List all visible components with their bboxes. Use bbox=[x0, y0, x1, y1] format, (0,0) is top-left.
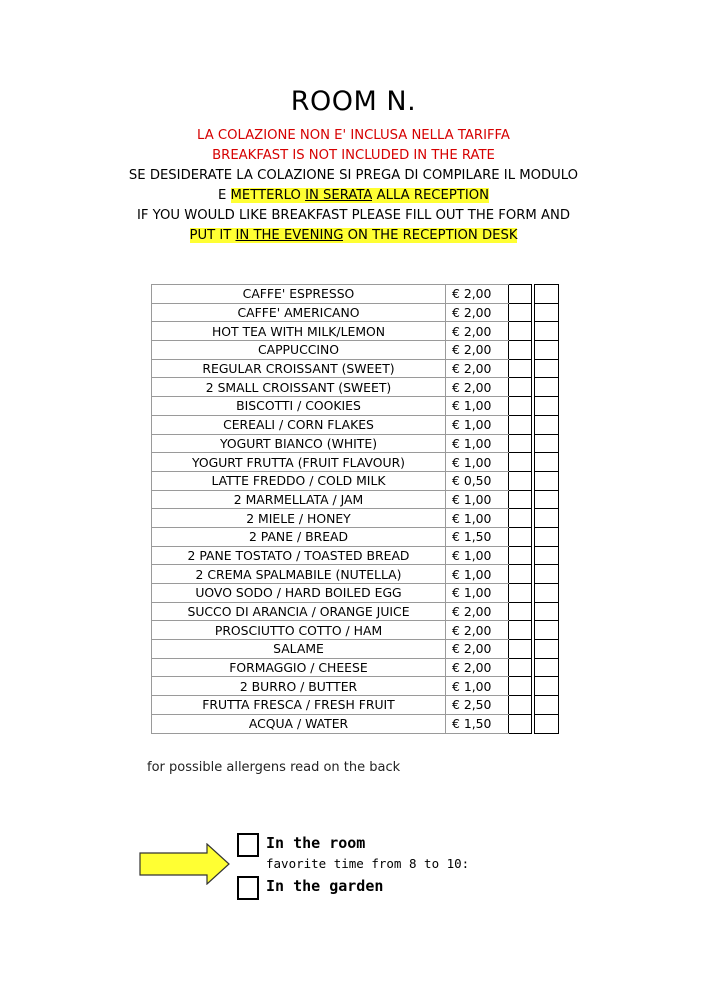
menu-item-name: 2 MIELE / HONEY bbox=[152, 509, 446, 528]
quantity-box[interactable] bbox=[509, 658, 532, 677]
menu-item-price: € 1,00 bbox=[446, 509, 509, 528]
menu-item-name: 2 BURRO / BUTTER bbox=[152, 677, 446, 696]
quantity-box[interactable] bbox=[509, 509, 532, 528]
quantity-box-2[interactable] bbox=[535, 378, 559, 397]
menu-item-price: € 1,50 bbox=[446, 714, 509, 733]
menu-row bbox=[152, 714, 559, 733]
menu-item-name: 2 MARMELLATA / JAM bbox=[152, 490, 446, 509]
room-option-label: In the room bbox=[266, 834, 366, 852]
menu-row bbox=[152, 565, 559, 584]
menu-item-name: CEREALI / CORN FLAKES bbox=[152, 415, 446, 434]
quantity-box-2[interactable] bbox=[535, 714, 559, 733]
menu-item-name: LATTE FREDDO / COLD MILK bbox=[152, 471, 446, 490]
menu-item-name: SUCCO DI ARANCIA / ORANGE JUICE bbox=[152, 602, 446, 621]
menu-row bbox=[152, 303, 559, 322]
menu-item-price: € 1,00 bbox=[446, 546, 509, 565]
menu-row bbox=[152, 584, 559, 603]
quantity-box[interactable] bbox=[509, 359, 532, 378]
menu-item-price: € 2,00 bbox=[446, 640, 509, 659]
quantity-box-2[interactable] bbox=[535, 602, 559, 621]
menu-item-name: YOGURT FRUTTA (FRUIT FLAVOUR) bbox=[152, 453, 446, 472]
quantity-box-2[interactable] bbox=[535, 303, 559, 322]
breakfast-menu-table bbox=[151, 284, 559, 734]
quantity-box-2[interactable] bbox=[535, 397, 559, 416]
quantity-box[interactable] bbox=[509, 378, 532, 397]
menu-row bbox=[152, 285, 559, 304]
menu-item-price: € 2,00 bbox=[446, 658, 509, 677]
menu-item-price: € 2,00 bbox=[446, 378, 509, 397]
menu-item-name: FORMAGGIO / CHEESE bbox=[152, 658, 446, 677]
menu-item-price: € 2,00 bbox=[446, 322, 509, 341]
menu-row bbox=[152, 509, 559, 528]
page-title: ROOM N. bbox=[290, 86, 417, 117]
quantity-box-2[interactable] bbox=[535, 640, 559, 659]
quantity-box[interactable] bbox=[509, 490, 532, 509]
quantity-box-2[interactable] bbox=[535, 415, 559, 434]
menu-item-price: € 1,00 bbox=[446, 415, 509, 434]
menu-row bbox=[152, 453, 559, 472]
menu-item-price: € 1,00 bbox=[446, 397, 509, 416]
quantity-box[interactable] bbox=[509, 303, 532, 322]
quantity-box-2[interactable] bbox=[535, 471, 559, 490]
quantity-box[interactable] bbox=[509, 341, 532, 360]
menu-item-price: € 0,50 bbox=[446, 471, 509, 490]
menu-row bbox=[152, 471, 559, 490]
menu-item-price: € 1,00 bbox=[446, 677, 509, 696]
quantity-box[interactable] bbox=[509, 714, 532, 733]
menu-row bbox=[152, 640, 559, 659]
notice-italian: LA COLAZIONE NON E' INCLUSA NELLA TARIFFA bbox=[197, 128, 510, 143]
instruction-italian-2: E METTERLO IN SERATA ALLA RECEPTION bbox=[217, 188, 489, 203]
favorite-time-label: favorite time from 8 to 10: bbox=[266, 856, 470, 871]
menu-item-name: CAFFE' ESPRESSO bbox=[152, 285, 446, 304]
instruction-english-2: PUT IT IN THE EVENING ON THE RECEPTION DESK bbox=[189, 228, 518, 243]
menu-item-name: BISCOTTI / COOKIES bbox=[152, 397, 446, 416]
menu-item-price: € 1,00 bbox=[446, 565, 509, 584]
room-checkbox[interactable] bbox=[237, 833, 259, 857]
quantity-box-2[interactable] bbox=[535, 285, 559, 304]
menu-row bbox=[152, 527, 559, 546]
quantity-box-2[interactable] bbox=[535, 677, 559, 696]
quantity-box[interactable] bbox=[509, 546, 532, 565]
menu-item-price: € 2,00 bbox=[446, 341, 509, 360]
quantity-box[interactable] bbox=[509, 621, 532, 640]
quantity-box[interactable] bbox=[509, 285, 532, 304]
menu-item-price: € 2,00 bbox=[446, 303, 509, 322]
arrow-right-icon bbox=[139, 843, 231, 885]
menu-item-price: € 1,00 bbox=[446, 434, 509, 453]
menu-row bbox=[152, 434, 559, 453]
quantity-box-2[interactable] bbox=[535, 621, 559, 640]
menu-item-name: HOT TEA WITH MILK/LEMON bbox=[152, 322, 446, 341]
menu-row bbox=[152, 415, 559, 434]
quantity-box-2[interactable] bbox=[535, 546, 559, 565]
menu-item-name: ACQUA / WATER bbox=[152, 714, 446, 733]
menu-row bbox=[152, 322, 559, 341]
menu-item-name: 2 CREMA SPALMABILE (NUTELLA) bbox=[152, 565, 446, 584]
garden-checkbox[interactable] bbox=[237, 876, 259, 900]
quantity-box[interactable] bbox=[509, 415, 532, 434]
quantity-box[interactable] bbox=[509, 434, 532, 453]
menu-item-name: UOVO SODO / HARD BOILED EGG bbox=[152, 584, 446, 603]
quantity-box[interactable] bbox=[509, 527, 532, 546]
menu-row bbox=[152, 341, 559, 360]
garden-option-label: In the garden bbox=[266, 877, 384, 895]
menu-item-name: CAFFE' AMERICANO bbox=[152, 303, 446, 322]
menu-item-price: € 1,00 bbox=[446, 584, 509, 603]
quantity-box[interactable] bbox=[509, 584, 532, 603]
menu-row bbox=[152, 696, 559, 715]
menu-item-price: € 2,00 bbox=[446, 285, 509, 304]
quantity-box-2[interactable] bbox=[535, 490, 559, 509]
menu-item-name: 2 PANE TOSTATO / TOASTED BREAD bbox=[152, 546, 446, 565]
menu-item-price: € 1,00 bbox=[446, 490, 509, 509]
menu-row bbox=[152, 602, 559, 621]
quantity-box[interactable] bbox=[509, 471, 532, 490]
menu-item-price: € 1,00 bbox=[446, 453, 509, 472]
quantity-box-2[interactable] bbox=[535, 509, 559, 528]
quantity-box[interactable] bbox=[509, 677, 532, 696]
quantity-box-2[interactable] bbox=[535, 527, 559, 546]
menu-item-price: € 1,50 bbox=[446, 527, 509, 546]
menu-item-name: SALAME bbox=[152, 640, 446, 659]
menu-item-price: € 2,00 bbox=[446, 621, 509, 640]
menu-row bbox=[152, 546, 559, 565]
menu-row bbox=[152, 359, 559, 378]
quantity-box-2[interactable] bbox=[535, 565, 559, 584]
quantity-box[interactable] bbox=[509, 602, 532, 621]
menu-item-name: 2 SMALL CROISSANT (SWEET) bbox=[152, 378, 446, 397]
menu-item-name: CAPPUCCINO bbox=[152, 341, 446, 360]
quantity-box-2[interactable] bbox=[535, 341, 559, 360]
quantity-box-2[interactable] bbox=[535, 658, 559, 677]
menu-item-price: € 2,50 bbox=[446, 696, 509, 715]
quantity-box-2[interactable] bbox=[535, 322, 559, 341]
quantity-box-2[interactable] bbox=[535, 434, 559, 453]
quantity-box[interactable] bbox=[509, 453, 532, 472]
quantity-box[interactable] bbox=[509, 640, 532, 659]
menu-row bbox=[152, 397, 559, 416]
quantity-box-2[interactable] bbox=[535, 453, 559, 472]
notice-header bbox=[0, 126, 707, 246]
instruction-italian: SE DESIDERATE LA COLAZIONE SI PREGA DI COMPILARE IL MODULO bbox=[128, 168, 579, 183]
menu-item-name: PROSCIUTTO COTTO / HAM bbox=[152, 621, 446, 640]
menu-item-name: 2 PANE / BREAD bbox=[152, 527, 446, 546]
menu-item-price: € 2,00 bbox=[446, 359, 509, 378]
quantity-box-2[interactable] bbox=[535, 359, 559, 378]
quantity-box[interactable] bbox=[509, 397, 532, 416]
notice-english: BREAKFAST IS NOT INCLUDED IN THE RATE bbox=[212, 148, 495, 163]
menu-item-name: FRUTTA FRESCA / FRESH FRUIT bbox=[152, 696, 446, 715]
quantity-box[interactable] bbox=[509, 565, 532, 584]
menu-item-name: YOGURT BIANCO (WHITE) bbox=[152, 434, 446, 453]
quantity-box[interactable] bbox=[509, 696, 532, 715]
quantity-box-2[interactable] bbox=[535, 584, 559, 603]
allergens-note: for possible allergens read on the back bbox=[147, 760, 401, 775]
menu-row bbox=[152, 490, 559, 509]
menu-item-name: REGULAR CROISSANT (SWEET) bbox=[152, 359, 446, 378]
menu-row bbox=[152, 621, 559, 640]
quantity-box[interactable] bbox=[509, 322, 532, 341]
instruction-english: IF YOU WOULD LIKE BREAKFAST PLEASE FILL OUT THE FORM AND bbox=[136, 208, 571, 223]
menu-row bbox=[152, 677, 559, 696]
menu-row bbox=[152, 378, 559, 397]
menu-row bbox=[152, 658, 559, 677]
menu-item-price: € 2,00 bbox=[446, 602, 509, 621]
quantity-box-2[interactable] bbox=[535, 696, 559, 715]
